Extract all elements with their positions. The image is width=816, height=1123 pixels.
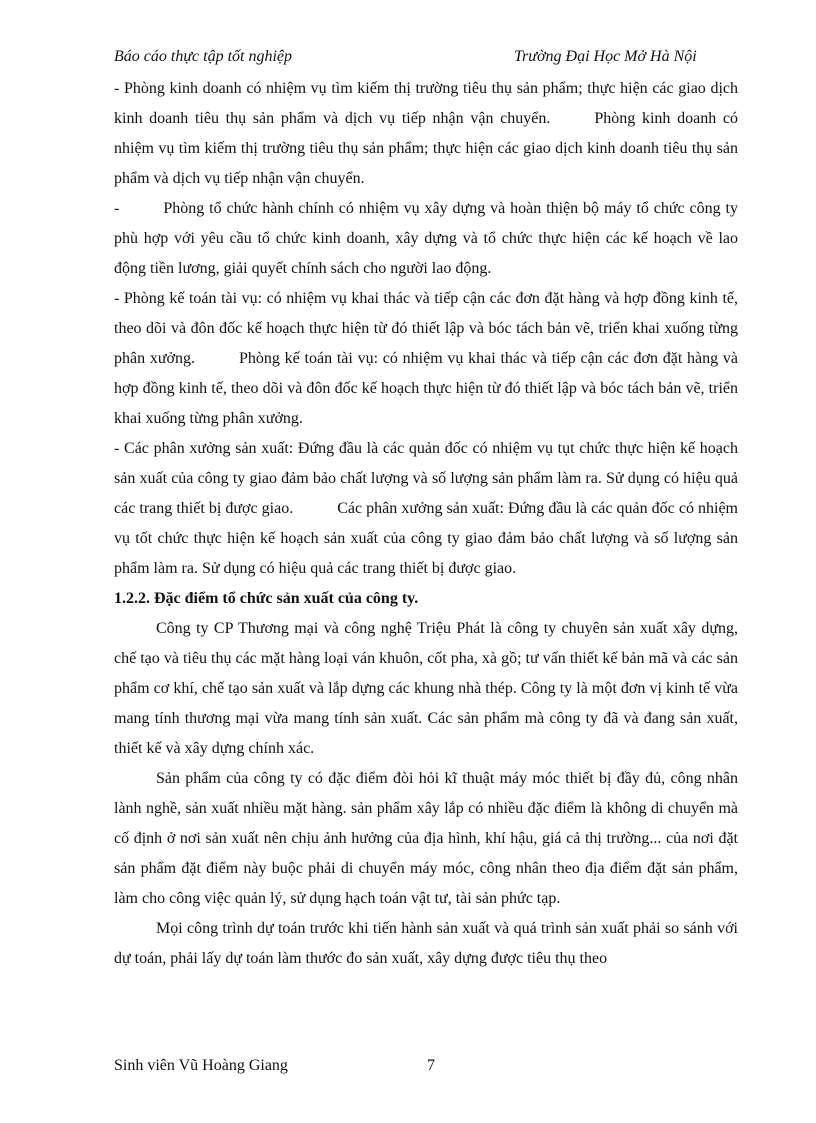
paragraph-accounting-department: [114, 284, 738, 434]
paragraph-admin-dash: -: [114, 200, 120, 217]
paragraph-production-workshops: [114, 434, 738, 584]
document-body: [114, 74, 738, 974]
paragraph-production-workshops-text: - Các phân xưởng sản xuất: Đứng đầu là các quản đốc có nhiệm vụ tụt chức thực hiện kế hoạch sản xuất của công ty giao đảm bảo chất lượng và số lượng sản phẩm làm ra. Sử dụng có hiệu quả các trang thiết bị được giao.: [114, 440, 738, 517]
paragraph-accounting-department-repeat: Phòng kế toán tài vụ: có nhiệm vụ khai thác và tiếp cận các đơn đặt hàng và hợp đồng kinh tế, theo dõi và đôn đốc kế hoạch thực hiện từ đó thiết lập và bóc tách bản vẽ, triển khai xuống từng phân xưởng.: [114, 350, 738, 427]
paragraph-cost-estimation: Mọi công trình dự toán trước khi tiến hành sản xuất và quá trình sản xuất phải so sánh với dự toán, phải lấy dự toán làm thước đo sản xuất, xây dựng được tiêu thụ theo: [114, 920, 738, 967]
header-university-name: Trường Đại Học Mở Hà Nội: [514, 48, 697, 65]
header-report-title: Báo cáo thực tập tốt nghiệp: [114, 48, 293, 65]
paragraph-business-department-text: - Phòng kinh doanh có nhiệm vụ tìm kiếm thị trường tiêu thụ sản phẩm; thực hiện các giao dịch kinh doanh tiêu thụ sản phẩm và dịch vụ tiếp nhận vận chuyển.: [114, 80, 738, 127]
page-number: 7: [427, 1057, 435, 1074]
paragraph-production-workshops-repeat: Các phân xưởng sản xuất: Đứng đầu là các quản đốc có nhiệm vụ tốt chức thực hiện kế hoạch sản xuất của công ty giao đảm bảo chất lượng và số lượng sản phẩm làm ra. Sử dụng có hiệu quả các trang thiết bị được giao.: [114, 500, 739, 577]
paragraph-company-overview: Công ty CP Thương mại và công nghệ Triệu Phát là công ty chuyên sản xuất xây dựng, chế tạo và tiêu thụ các mặt hàng loại ván khuôn, cốt pha, xà gồ; tư vấn thiết kế bản mã và các sản phẩm cơ khí, chế tạo sản xuất và lắp dựng các khung nhà thép. Công ty là một đơn vị kinh tế vừa mang tính thương mại vừa mang tính sản xuất. Các sản phẩm mà công ty đã và đang sản xuất, thiết kế và xây dựng chính xác.: [114, 620, 738, 757]
page-header: [114, 48, 720, 70]
paragraph-business-department-repeat: Phòng kinh doanh có nhiệm vụ tìm kiếm thị trường tiêu thụ sản phẩm; thực hiện các giao dịch kinh doanh tiêu thụ sản phẩm và dịch vụ tiếp nhận vận chuyển.: [114, 110, 738, 187]
footer-student-name: Sinh viên Vũ Hoàng Giang: [114, 1057, 288, 1074]
page-footer: [114, 1057, 614, 1079]
section-heading: 1.2.2. Đặc điểm tổ chức sản xuất của công ty.: [114, 590, 419, 607]
paragraph-accounting-department-text: - Phòng kế toán tài vụ: có nhiệm vụ khai thác và tiếp cận các đơn đặt hàng và hợp đồng kinh tế, theo dõi và đôn đốc kế hoạch thực hiện từ đó thiết lập và bóc tách bản vẽ, triển khai xuống từng phân xưởng.: [114, 290, 738, 367]
paragraph-product-characteristics: Sản phẩm của công ty có đặc điểm đòi hỏi kĩ thuật máy móc thiết bị đầy đủ, công nhân lành nghề, sản xuất nhiều mặt hàng. sản phẩm xây lắp có nhiều đặc điểm là không di chuyển mà cố định ở nơi sản xuất nên chịu ảnh hưởng của địa hình, khí hậu, giá cả thị trường... của nơi đặt sản phẩm đặt điểm này buộc phải di chuyển máy móc, công nhân theo địa điểm đặt sản phẩm, làm cho công việc quản lý, sử dụng hạch toán vật tư, tài sản phức tạp.: [114, 770, 738, 907]
paragraph-business-department: [114, 74, 738, 194]
paragraph-admin-department-text: Phòng tổ chức hành chính có nhiệm vụ xây dựng và hoàn thiện bộ máy tổ chức công ty phù hợp với yêu cầu tổ chức kinh doanh, xây dựng và tổ chức thực hiện các kế hoạch về lao động tiền lương, giải quyết chính sách cho người lao động.: [114, 200, 738, 277]
paragraph-admin-department: [114, 194, 738, 284]
